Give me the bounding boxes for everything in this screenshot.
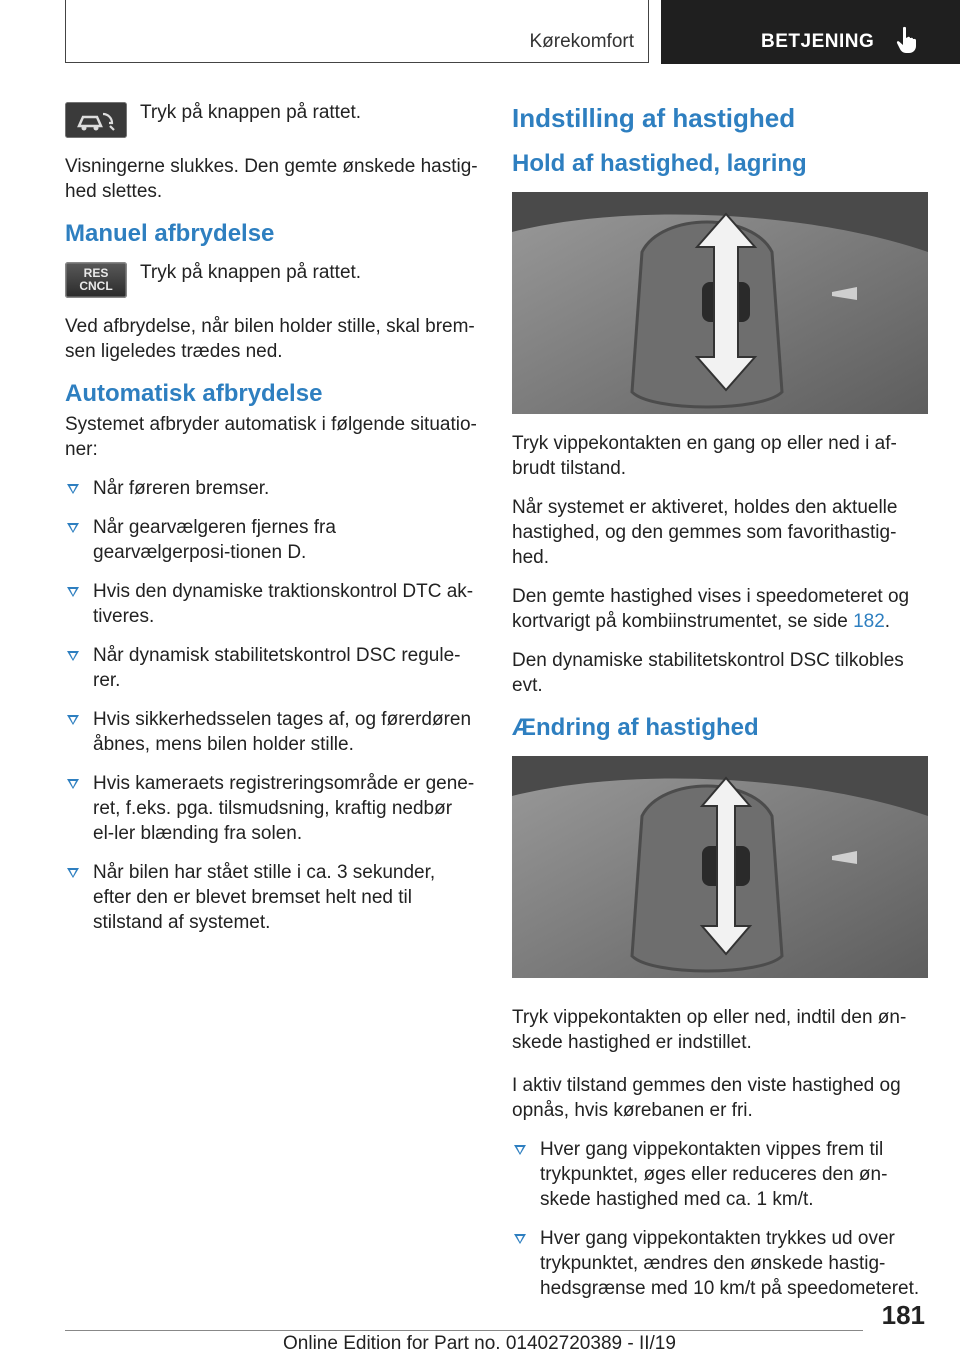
left-column <box>65 100 478 949</box>
heading-set-speed: Indstilling af hastighed <box>512 103 796 133</box>
heading-manual-stop: Manuel afbrydelse <box>65 220 275 247</box>
triangle-bullet-icon <box>67 715 79 725</box>
auto-stop-list <box>65 476 478 935</box>
right-paragraph-3: Den gemte hastighed vises i speedometeret og kortvarigt på kombiinstrumentet, se side 182. <box>512 586 910 632</box>
res-cncl-button-row <box>65 260 478 300</box>
triangle-bullet-icon <box>67 523 79 533</box>
left-paragraph-2: Ved afbrydelse, når bilen holder stille, skal brem-sen ligeledes trædes ned. <box>65 316 475 362</box>
list-item: Hvis sikkerhedsselen tages af, og førerdøren åbnes, mens bilen holder stille. <box>65 707 478 757</box>
footer-edition: Online Edition for Part no. 01402720389 - II/19 <box>283 1333 676 1354</box>
list-item: Hvis kameraets registreringsområde er gene-ret, f.eks. pga. tilsmudsning, kraftig nedbør el-ler blænding fra solen. <box>65 771 478 846</box>
btn2-instruction: Tryk på knappen på rattet. <box>140 262 362 283</box>
list-item: Når føreren bremser. <box>65 476 478 501</box>
page-reference-link[interactable]: 182 <box>853 611 885 632</box>
triangle-bullet-icon <box>67 484 79 494</box>
right-paragraph-6: I aktiv tilstand gemmes den viste hastighed og opnås, hvis kørebanen er fri. <box>512 1075 901 1121</box>
change-speed-list <box>512 1137 928 1301</box>
steering-wheel-rocker-photo-1 <box>512 192 928 414</box>
right-column <box>512 100 928 1315</box>
res-cncl-button-icon <box>65 262 127 298</box>
triangle-bullet-icon <box>67 587 79 597</box>
triangle-bullet-icon <box>514 1234 526 1244</box>
triangle-bullet-icon <box>67 651 79 661</box>
res-label: RES <box>83 266 109 280</box>
list-item: Hver gang vippekontakten trykkes ud over trykpunktet, ændres den ønskede hastig-hedsgrænse med 10 km/t på speedometeret. <box>512 1226 928 1301</box>
right-paragraph-2: Når systemet er aktiveret, holdes den aktuelle hastighed, og den gemmes som favorithastig-hed. <box>512 497 898 568</box>
header-section-title: Kørekomfort <box>529 31 634 52</box>
cruise-button-row <box>65 100 478 140</box>
triangle-bullet-icon <box>67 868 79 878</box>
list-item: Når dynamisk stabilitetskontrol DSC regule-rer. <box>65 643 478 693</box>
list-item: Hvis den dynamiske traktionskontrol DTC ak-tiveres. <box>65 579 478 629</box>
right-paragraph-5: Tryk vippekontakten op eller ned, indtil den øn-skede hastighed er indstillet. <box>512 1007 907 1053</box>
heading-change-speed: Ændring af hastighed <box>512 714 759 741</box>
btn1-instruction: Tryk på knappen på rattet. <box>140 102 362 123</box>
page-number: 181 <box>881 1300 925 1330</box>
right-paragraph-4: Den dynamiske stabilitetskontrol DSC tilkobles evt. <box>512 650 904 696</box>
heading-hold-speed: Hold af hastighed, lagring <box>512 150 807 177</box>
steering-wheel-rocker-photo-2 <box>512 756 928 978</box>
left-paragraph-3: Systemet afbryder automatisk i følgende situatio-ner: <box>65 414 477 460</box>
footer-divider <box>65 1330 863 1331</box>
header-chapter-title: BETJENING <box>761 31 875 52</box>
header-section-box <box>65 0 649 63</box>
left-paragraph-1: Visningerne slukkes. Den gemte ønskede hastig-hed slettes. <box>65 156 478 202</box>
heading-auto-stop: Automatisk afbrydelse <box>65 380 323 407</box>
page-header <box>0 0 960 66</box>
pointing-hand-icon <box>895 26 919 54</box>
list-item: Når bilen har stået stille i ca. 3 sekunder, efter den er blevet bremset helt ned til stilstand af systemet. <box>65 860 478 935</box>
cncl-label: CNCL <box>79 279 113 293</box>
triangle-bullet-icon <box>67 779 79 789</box>
right-paragraph-1: Tryk vippekontakten en gang op eller ned i af-brudt tilstand. <box>512 433 897 479</box>
triangle-bullet-icon <box>514 1145 526 1155</box>
list-item: Når gearvælgeren fjernes fra gearvælgerposi-tionen D. <box>65 515 478 565</box>
cruise-control-button-icon <box>65 102 127 138</box>
list-item: Hver gang vippekontakten vippes frem til trykpunktet, øges eller reduceres den øn-skede hastighed med ca. 1 km/t. <box>512 1137 928 1212</box>
